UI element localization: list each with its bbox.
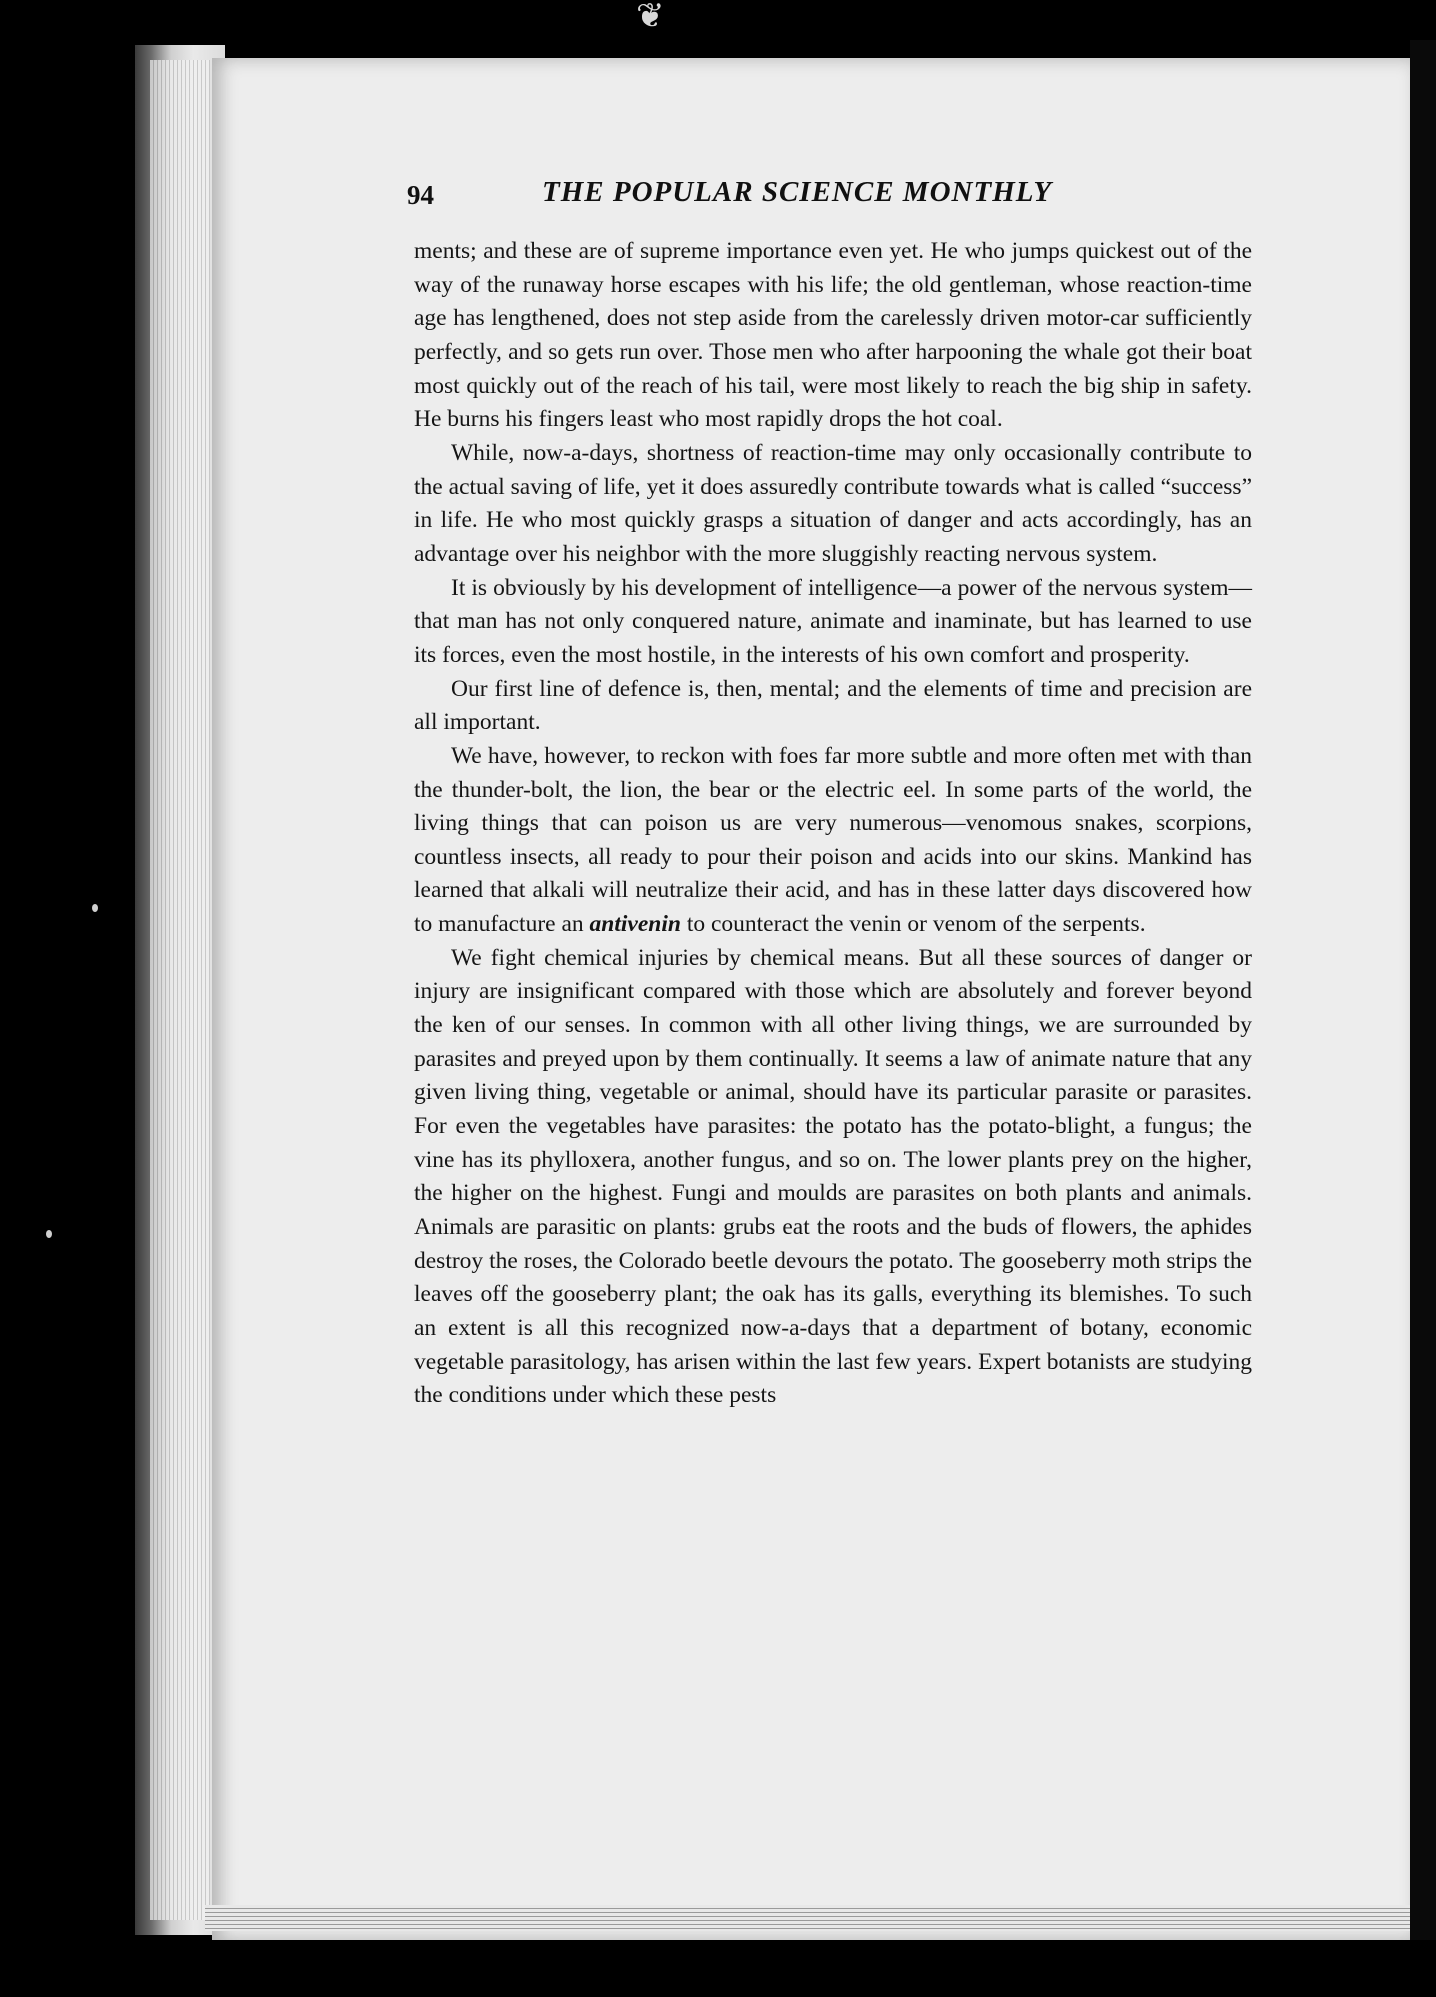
binding-mark: ❦: [636, 0, 665, 35]
scan-speck: [46, 1230, 52, 1238]
paragraph-6: We fight chemical injuries by chemical means. But all these sources of danger or injury are insignificant compared with those which are absolutely and forever beyond the ken of our senses. In common with all other living things, we are surrounded by parasites and preyed upon by them continually. It seems a law of animate nature that any given living thing, vegetable or animal, should have its particular parasite or parasites. For even the vegetables have parasites: the potato has the potato-blight, a fungus; the vine has its phylloxera, another fungus, and so on. The lower plants prey on the higher, the higher on the highest. Fungi and moulds are parasites on both plants and animals. Animals are parasitic on plants: grubs eat the roots and the buds of flowers, the aphides destroy the roses, the Colorado beetle devours the potato. The gooseberry moth strips the leaves off the gooseberry plant; the oak has its galls, everything its blemishes. To such an extent is all this recognized now-a-days that a department of botany, economic vegetable parasitology, has arisen within the last few years. Expert botanists are studying the conditions under which these pests: [414, 944, 1252, 1409]
emphasis-antivenin: antivenin: [589, 911, 681, 938]
page-bottom-edge: [205, 1905, 1415, 1931]
journal-title: THE POPULAR SCIENCE MONTHLY: [542, 176, 1053, 208]
page-stack-edges: [150, 60, 210, 1920]
body-text: [414, 235, 1252, 1413]
paragraph-3: It is obviously by his development of intelligence—a power of the nervous system—that man has not only conquered nature, animate and inaminate, but has learned to use its forces, even the most hostile, in the interests of his own comfort and prosperity.: [414, 574, 1252, 668]
paragraph-5: [414, 740, 1252, 942]
running-head: [407, 176, 1167, 216]
scan-speck: [92, 904, 98, 912]
paragraph-4: Our first line of defence is, then, mental; and the elements of time and precision are all important.: [414, 675, 1252, 736]
paragraph-1: ments; and these are of supreme importance even yet. He who jumps quickest out of the way of the runaway horse escapes with his life; the old gentleman, whose reaction-time age has lengthened, does not step aside from the carelessly driven motor-car sufficiently perfectly, and so gets run over. Those men who after harpooning the whale got their boat most quickly out of the reach of his tail, were most likely to reach the big ship in safety. He burns his fingers least who most rapidly drops the hot coal.: [414, 238, 1252, 433]
page-number: 94: [407, 180, 434, 210]
paragraph-5-text-before: We have, however, to reckon with foes far more subtle and more often met with than the thunder-bolt, the lion, the bear or the electric eel. In some parts of the world, the living things that can poison us are very numerous—venomous snakes, scorpions, countless insects, all ready to pour their poison and acids into our skins. Mankind has learned that alkali will neutralize their acid, and has in these latter days discovered how to manufacture an: [414, 742, 1252, 938]
paragraph-5-text-after: to counteract the venin or venom of the serpents.: [680, 911, 1146, 938]
scan-right-edge: [1410, 40, 1436, 1940]
paragraph-2: While, now-a-days, shortness of reaction-time may only occasionally contribute to the actual saving of life, yet it does assuredly contribute towards what is called “success” in life. He who most quickly grasps a situation of danger and acts accordingly, has an advantage over his neighbor with the more sluggishly reacting nervous system.: [414, 439, 1252, 567]
